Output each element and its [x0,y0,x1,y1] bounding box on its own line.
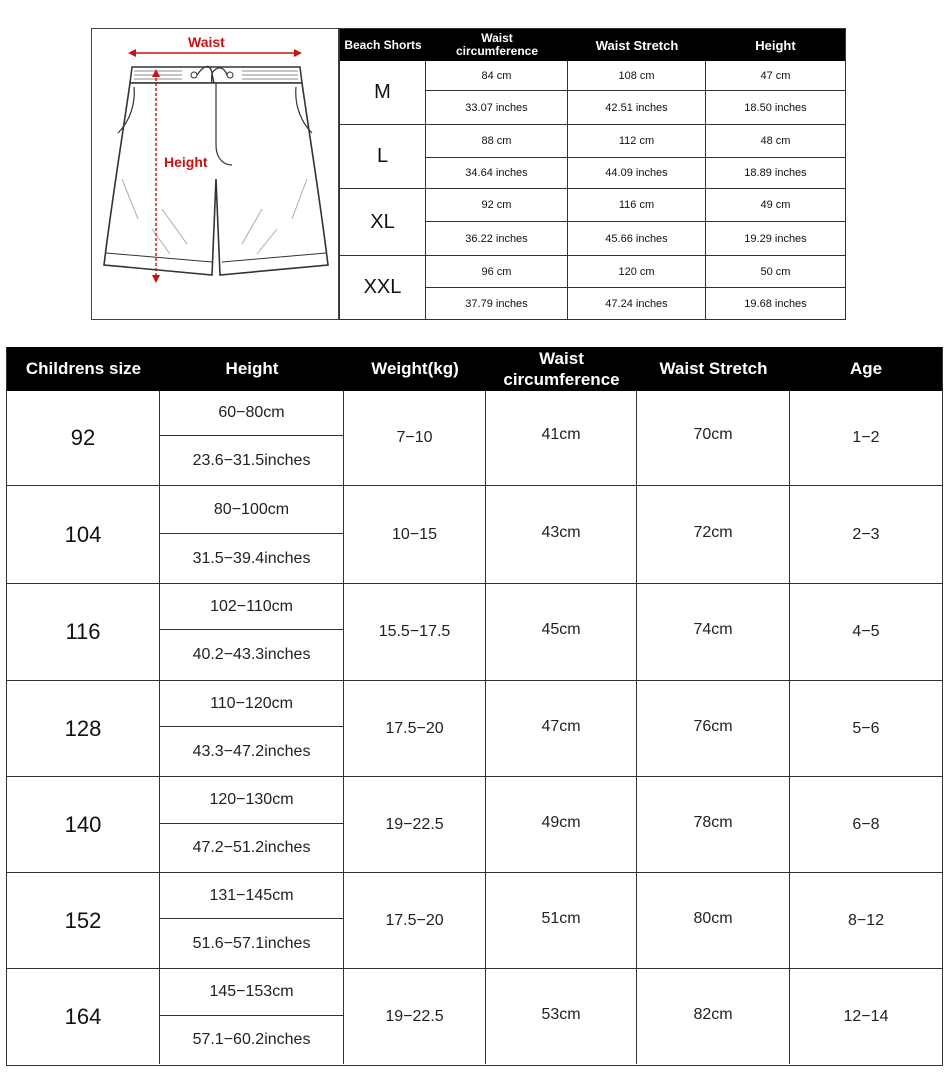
child-size-164: 164 [64,1003,102,1029]
child-140-stretch: 78cm [693,813,733,831]
child-size-92: 92 [70,425,96,450]
child-164-height-in: 57.1−60.2inches [192,1031,311,1048]
child-164-height-cm: 145−153cm [209,983,294,1000]
child-header-height: Height [225,359,279,378]
child-header-age: Age [849,359,883,378]
child-152-waist: 51cm [541,909,581,927]
child-header-waist: Waist circumference [503,349,620,389]
child-128-age: 5−6 [852,719,880,737]
adult-size-xxl: XXL [363,276,402,298]
child-164-stretch: 82cm [693,1005,733,1023]
adult-m-stretch-cm: 108 cm [618,69,655,82]
waist-label: Waist [188,34,225,50]
child-128-waist: 47cm [541,717,581,735]
adult-m-waist-cm: 84 cm [481,69,512,82]
adult-size-xl: XL [370,210,395,233]
adult-xxl-waist-in: 37.79 inches [465,297,528,310]
child-116-stretch: 74cm [693,621,733,638]
adult-m-stretch-in: 42.51 inches [605,101,668,114]
child-152-age: 8−12 [847,911,885,929]
child-140-weight: 19−22.5 [385,815,444,833]
child-116-height-cm: 102−110cm [210,597,293,615]
adult-l-height-cm: 48 cm [760,135,791,147]
child-128-weight: 17.5−20 [385,719,444,737]
adult-xxl-height-in: 19.68 inches [744,297,807,310]
adult-xl-waist-cm: 92 cm [481,199,512,211]
child-header-size: Childrens size [25,359,142,378]
child-164-age: 12−14 [843,1007,889,1025]
adult-xxl-stretch-cm: 120 cm [618,265,655,278]
child-152-stretch: 80cm [693,909,733,927]
child-104-height-in: 31.5−39.4inches [192,549,311,567]
child-92-age: 1−2 [852,429,880,446]
child-size-152: 152 [64,907,102,933]
child-92-weight: 7−10 [396,429,433,446]
child-152-weight: 17.5−20 [385,911,444,929]
child-size-140: 140 [64,811,102,837]
adult-xl-height-cm: 49 cm [760,199,791,211]
child-92-stretch: 70cm [693,426,733,443]
adult-xxl-height-cm: 50 cm [760,265,791,278]
adult-xl-height-in: 19.29 inches [744,232,807,245]
adult-size-m: M [374,81,391,103]
child-header-weight: Weight(kg) [371,359,459,378]
adult-xxl-stretch-in: 47.24 inches [605,297,668,310]
adult-l-stretch-cm: 112 cm [618,135,655,147]
adult-header-waist-circumference: Waist circumference [455,31,539,58]
child-104-height-cm: 80−100cm [213,500,290,518]
child-116-waist: 45cm [541,621,581,638]
child-116-height-in: 40.2−43.3inches [192,646,311,663]
child-128-height-cm: 110−120cm [210,694,293,712]
adult-m-waist-in: 33.07 inches [465,101,528,114]
child-164-waist: 53cm [541,1005,581,1023]
child-104-stretch: 72cm [693,523,733,541]
child-140-height-cm: 120−130cm [209,791,294,808]
adult-l-waist-in: 34.64 inches [465,167,528,179]
adult-header-waist-stretch: Waist Stretch [595,37,679,53]
child-104-waist: 43cm [541,523,581,541]
child-104-age: 2−3 [852,525,880,543]
child-140-height-in: 47.2−51.2inches [192,839,311,856]
adult-xl-stretch-cm: 116 cm [618,199,655,211]
child-116-age: 4−5 [852,623,880,640]
child-92-height-cm: 60−80cm [218,404,285,421]
child-size-104: 104 [64,521,102,547]
adult-header-beach-shorts: Beach Shorts [344,38,422,52]
shorts-diagram-panel [91,28,339,320]
adult-header-height: Height [755,37,796,53]
child-header-stretch: Waist Stretch [659,359,768,378]
adult-m-height-in: 18.50 inches [744,101,807,114]
height-label: Height [164,154,208,170]
child-152-height-cm: 131−145cm [209,886,294,904]
adult-xl-stretch-in: 45.66 inches [605,232,668,245]
adult-xxl-waist-cm: 96 cm [481,265,512,278]
child-164-weight: 19−22.5 [385,1007,444,1025]
child-92-waist: 41cm [541,426,581,443]
adult-l-waist-cm: 88 cm [481,135,512,147]
child-size-116: 116 [65,619,101,644]
shorts-diagram [92,29,338,319]
child-140-age: 6−8 [852,815,880,833]
adult-m-height-cm: 47 cm [760,69,791,82]
adult-size-l: L [376,145,389,167]
adult-xl-waist-in: 36.22 inches [465,232,528,245]
adult-l-height-in: 18.89 inches [744,167,807,179]
child-size-128: 128 [64,715,102,741]
child-128-height-in: 43.3−47.2inches [192,742,311,760]
child-128-stretch: 76cm [693,717,733,735]
children-size-table [6,347,943,1066]
adult-l-stretch-in: 44.09 inches [605,167,668,179]
child-116-weight: 15.5−17.5 [378,623,451,640]
child-140-waist: 49cm [541,813,581,831]
child-152-height-in: 51.6−57.1inches [192,934,311,952]
child-104-weight: 10−15 [392,525,437,543]
child-92-height-in: 23.6−31.5inches [192,451,311,469]
adult-size-table [339,28,846,320]
